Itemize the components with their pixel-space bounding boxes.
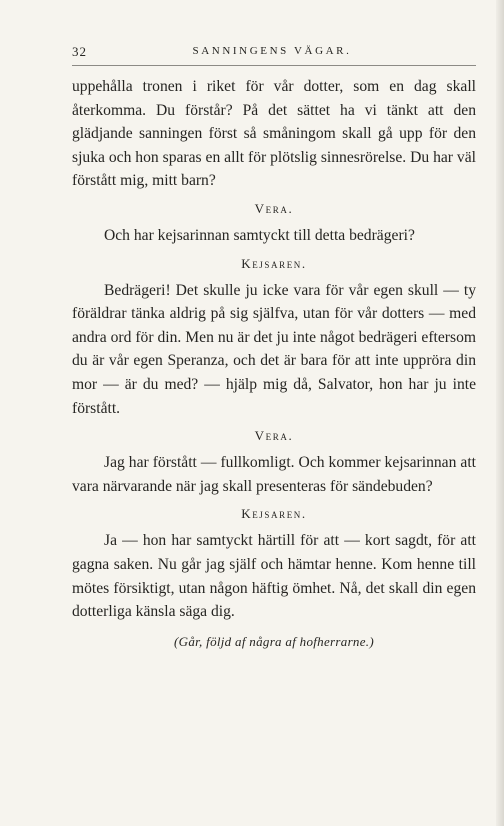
paragraph-3: Bedrägeri! Det skulle ju icke vara för vår egen skull — ty föräldrar tänka aldrig på sig själfva, utan för vår dotters — med andra ord för din. Men nu är det ju inte något bedrägeri eftersom du är vår egen Speranza, och det är bara för att inte uppröra din mor — är du med? — hjälp mig då, Salvator, hon har ju inte förstått. xyxy=(72,281,476,417)
paragraph-5: Ja — hon har samtyckt härtill för att — kort sagdt, för att gagna saken. Nu går jag själf och hämtar henne. Kom henne till mötes försiktigt, utan någon häftig ömhet. Nå, det skall din egen dotterliga känsla säga dig. xyxy=(72,532,476,621)
running-title: SANNINGENS VÄGAR. xyxy=(192,45,352,57)
page-edge xyxy=(496,0,504,826)
header-rule xyxy=(72,65,476,66)
running-head xyxy=(72,44,472,64)
speaker-label-vera: Vera. xyxy=(254,428,294,444)
stage-direction: (Går, följd af några af hofherrarne.) xyxy=(174,633,374,649)
paragraph-1: uppehålla tronen i riket för vår dotter, som en dag skall återkomma. Du förstår? På det sättet ha vi tänkt att den glädjande sanningen först så småningom skall gå upp för den sjuka och hon sparas en allt för plötslig sinnesrörelse. Du har väl förstått mig, mitt barn? xyxy=(72,78,476,190)
speaker-label-vera: Vera. xyxy=(254,200,294,216)
paragraph-4: Jag har förstått — fullkomligt. Och kommer kejsarinnan att vara närvarande när jag skall presenteras för sändebuden? xyxy=(72,454,476,495)
page-body xyxy=(72,75,476,653)
speaker-label-kejsaren: Kejsaren. xyxy=(241,506,307,522)
page-number: 32 xyxy=(72,44,87,59)
paragraph-2: Och har kejsarinnan samtyckt till detta bedrägeri? xyxy=(104,226,415,244)
speaker-label-kejsaren: Kejsaren. xyxy=(241,255,307,271)
